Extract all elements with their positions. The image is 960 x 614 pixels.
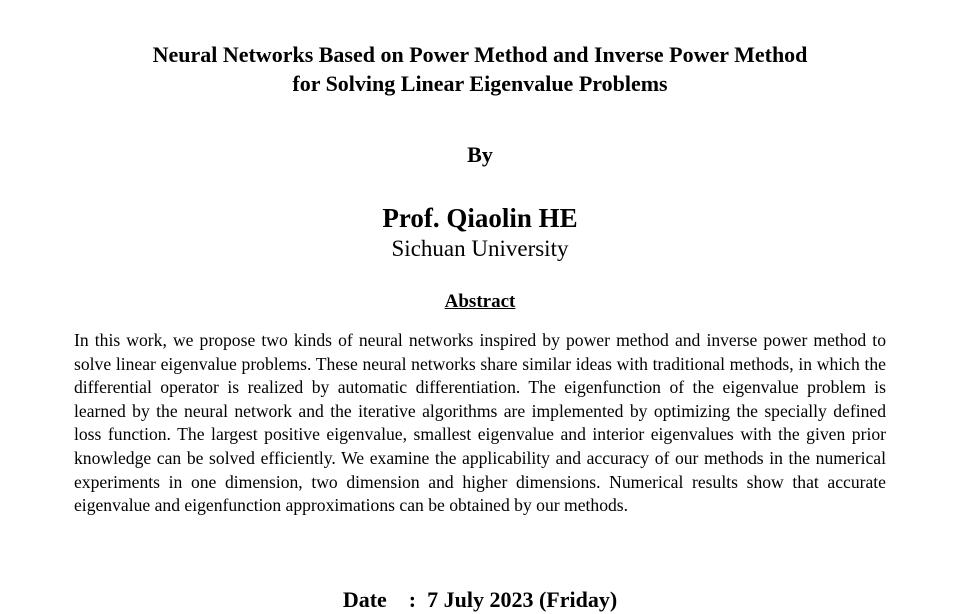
abstract-heading: Abstract xyxy=(444,291,516,312)
talk-title xyxy=(0,40,960,98)
date-label: Date xyxy=(342,587,387,612)
abstract-body: In this work, we propose two kinds of neural networks inspired by power method and inverse power method to solve linear eigenvalue problems. These neural networks share similar ideas with traditional methods, in which the differential operator is realized by automatic differentiation. The eigenfunction of the eigenvalue problem is learned by the neural network and the iterative algorithms are implemented by optimizing the specially defined loss function. The largest positive eigenvalue, smallest eigenvalue and interior eigenvalues with the given prior knowledge can be solved efficiently. We examine the applicability and accuracy of our methods in the numerical experiments in one dimension, two dimension and higher dimensions. Numerical results show that accurate eigenvalue and eigenfunction approximations can be obtained by our methods. xyxy=(74,330,886,516)
date-value: 7 July 2023 (Friday) xyxy=(427,587,618,612)
speaker-name: Prof. Qiaolin HE xyxy=(382,203,578,233)
speaker-affiliation: Sichuan University xyxy=(391,236,569,261)
talk-title-line-2: for Solving Linear Eigenvalue Problems xyxy=(292,71,668,96)
by-label: By xyxy=(467,142,493,167)
date-line xyxy=(0,586,960,614)
date-separator: : xyxy=(386,587,428,612)
talk-title-line-1: Neural Networks Based on Power Method and Inverse Power Method xyxy=(152,42,808,67)
